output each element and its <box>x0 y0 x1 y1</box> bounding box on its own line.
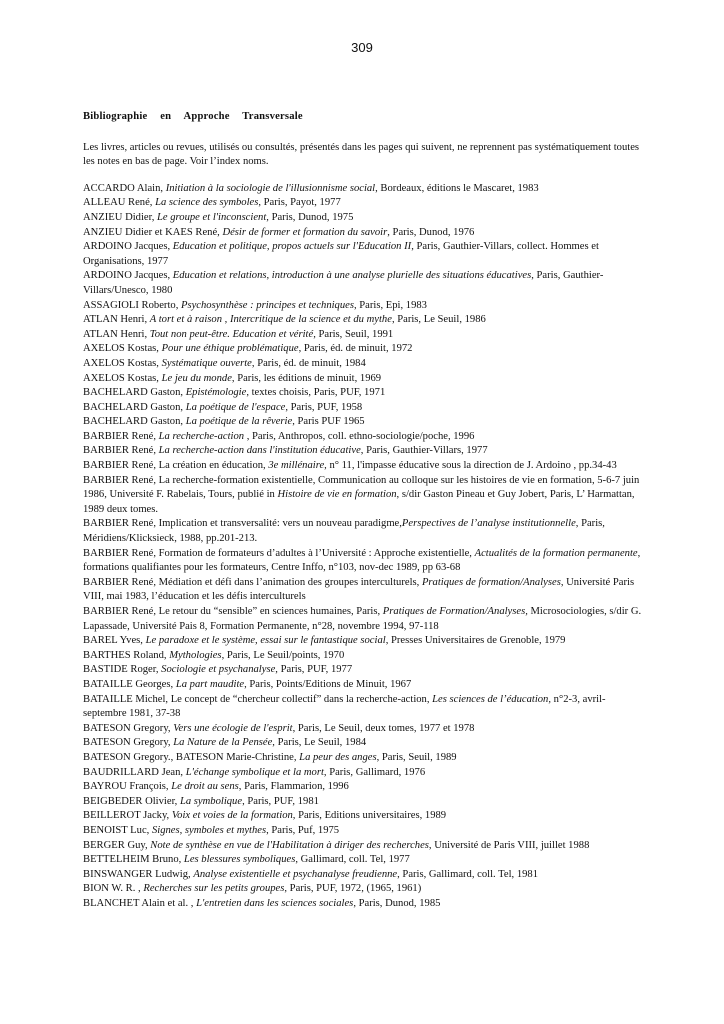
entry-text: Paris, Editions universitaires, 1989 <box>295 810 447 822</box>
entry-text: , Paris, Payot, 1977 <box>258 197 341 209</box>
bibliography-entry <box>83 415 643 430</box>
entry-text: , formations qualifiantes pour les formateurs, Centre Inffo, n°103, nov-dec 1989, pp 63-68 <box>83 547 641 574</box>
bibliography-entry <box>83 196 643 211</box>
bibliography-entry <box>83 736 643 751</box>
entry-text: BARBIER René, <box>83 445 159 457</box>
entry-text: , Paris, éd. de minuit, 1972 <box>298 343 413 355</box>
entry-text: BARBIER René, Formation de formateurs d’adultes à l’Université : Approche existentielle, <box>83 547 475 559</box>
entry-text: BATESON Gregory., BATESON Marie-Christine, <box>83 751 300 763</box>
bibliography-entry <box>83 474 643 518</box>
entry-italic-title: La recherche-action dans l'institution éducative <box>158 445 361 457</box>
entry-italic-title: Psychosynthèse : principes et techniques <box>181 299 354 311</box>
entry-text: ANZIEU Didier et KAES René, <box>83 226 223 238</box>
bibliography-entry <box>83 722 643 737</box>
entry-italic-title: Vers une écologie de l'esprit <box>173 722 293 734</box>
entry-text: ATLAN Henri, <box>83 328 150 340</box>
entry-text: BACHELARD Gaston, <box>83 401 186 413</box>
bibliography-entry <box>83 240 643 269</box>
entry-italic-title: La poétique de la rêverie <box>185 416 293 428</box>
entry-italic-title: L'échange symbolique et la mort <box>185 766 324 778</box>
entry-italic-title: Les sciences de l’éducation, <box>432 693 552 705</box>
entry-text: , Paris, Gauthier-Villars/Unesco, 1980 <box>83 270 604 296</box>
entry-italic-title: Perspectives de l’analyse institutionnelle <box>401 518 576 530</box>
entry-text: BARBIER René, La recherche-formation existentielle, Communication au colloque sur les histoires de vie en formation, 5-6-7 juin 1986, Université F. Rabelais, Tours, publié in <box>83 474 640 501</box>
entry-text: , Paris, Le Seuil, 1984 <box>272 737 367 749</box>
bibliography-entry <box>83 386 643 401</box>
entry-text: ASSAGIOLI Roberto, <box>83 299 181 311</box>
entry-italic-title: Désir de former et formation du savoir <box>222 226 388 238</box>
bibliography-entry <box>83 313 643 328</box>
entry-italic-title: La recherche-action <box>158 430 245 442</box>
entry-italic-title: Signes, symboles et mythes <box>151 824 267 836</box>
entry-text: BINSWANGER Ludwig, <box>83 868 194 880</box>
entry-text: BAUDRILLARD Jean, <box>83 766 186 778</box>
entry-text: , Paris, Le Seuil, deux tomes, 1977 et 1978 <box>292 722 475 734</box>
bibliography-entry <box>83 824 643 839</box>
entry-text: BARBIER René, Implication et transversalité: vers un nouveau paradigme, <box>83 518 402 530</box>
bibliography-entry <box>83 766 643 781</box>
bibliography-list <box>83 182 643 912</box>
bibliography-entry <box>83 678 643 693</box>
entry-italic-title: Le jeu du monde <box>161 372 232 384</box>
entry-text: BENOIST Luc, <box>83 824 152 836</box>
entry-text: BATAILLE Georges, <box>83 678 176 690</box>
entry-text: BATESON Gregory, <box>83 722 174 734</box>
entry-text: BEIGBEDER Olivier, <box>83 795 180 807</box>
bibliography-entry <box>83 649 643 664</box>
entry-text: , Paris, Le Seuil/points, 1970 <box>221 649 345 661</box>
entry-text: BARBIER René, <box>83 430 159 442</box>
entry-italic-title: Histoire de vie en formation <box>277 489 397 501</box>
entry-text: , Paris PUF 1965 <box>292 416 365 428</box>
entry-italic-title: Le paradoxe et le système, essai sur le fantastique social <box>145 635 386 647</box>
bibliography-entry <box>83 795 643 810</box>
entry-italic-title: Actualités de la formation permanente <box>474 547 638 559</box>
entry-text: BEILLEROT Jacky, <box>83 810 172 822</box>
entry-text: , textes choisis, Paris, PUF, 1971 <box>246 387 386 399</box>
bibliography-entry <box>83 547 643 576</box>
bibliography-entry <box>83 517 643 546</box>
bibliography-entry <box>83 444 643 459</box>
bibliography-entry <box>83 226 643 241</box>
bibliography-entry <box>83 342 643 357</box>
entry-italic-title: Pratiques de formation/Analyses <box>421 576 561 588</box>
entry-italic-title: Education et relations, introduction à une analyse plurielle des situations éducatives <box>172 270 532 282</box>
bibliography-entry <box>83 853 643 868</box>
entry-italic-title: Mythologies <box>169 649 222 661</box>
entry-text: ANZIEU Didier, <box>83 211 158 223</box>
bibliography-entry <box>83 430 643 445</box>
entry-italic-title: La peur des anges <box>299 751 377 763</box>
entry-text: n°2-3, avril-septembre 1981, 37-38 <box>83 693 606 720</box>
entry-text: BARBIER René, Le retour du “sensible” en sciences humaines, Paris, <box>83 606 383 617</box>
entry-text: , Paris, Gauthier-Villars, collect. Hommes et Organisations, 1977 <box>83 241 599 267</box>
entry-italic-title: Systématique ouverte <box>161 357 252 369</box>
entry-text: BERGER Guy, <box>83 839 151 851</box>
bibliography-entry <box>83 269 643 298</box>
entry-text: BASTIDE Roger, <box>83 664 162 676</box>
bibliography-entry <box>83 576 643 605</box>
entry-text: BARTHES Roland, <box>83 649 170 661</box>
bibliography-entry <box>83 459 643 474</box>
entry-text: BACHELARD Gaston, <box>83 387 186 399</box>
entry-text: BARBIER René, La création en éducation, <box>83 460 269 472</box>
page-content <box>83 110 643 911</box>
bibliography-entry <box>83 211 643 226</box>
entry-text: BACHELARD Gaston, <box>83 416 186 428</box>
entry-italic-title: La Nature de la Pensée <box>173 737 273 749</box>
entry-italic-title: Epistémologie <box>185 387 247 399</box>
entry-text: , Paris, Gallimard, coll. Tel, 1981 <box>397 868 539 880</box>
bibliography-entry <box>83 401 643 416</box>
bibliography-entry <box>83 182 643 197</box>
entry-text: , Paris, Points/Editions de Minuit, 1967 <box>244 678 412 690</box>
entry-text: , Paris, PUF, 1972, (1965, 1961) <box>284 883 422 895</box>
entry-text: ARDOINO Jacques, <box>83 241 173 253</box>
entry-italic-title: Initiation à la sociologie de l'illusionnisme social <box>165 182 376 194</box>
entry-text: , Paris, Puf, 1975 <box>266 824 340 836</box>
entry-italic-title: La part maudite <box>175 678 245 690</box>
entry-text: BLANCHET Alain et al. , <box>83 897 197 909</box>
entry-text: BATAILLE Michel, Le concept de “chercheur collectif” dans la recherche-action, <box>83 693 433 705</box>
entry-italic-title: La science des symboles <box>155 197 259 209</box>
entry-text: , Paris, Gauthier-Villars, 1977 <box>360 445 488 457</box>
entry-italic-title: Le droit au sens <box>171 781 239 793</box>
entry-text: BARBIER René, Médiation et défi dans l’animation des groupes interculturels, <box>83 576 422 588</box>
entry-text: BETTELHEIM Bruno, <box>83 854 184 866</box>
bibliography-entry <box>83 868 643 883</box>
entry-text: AXELOS Kostas, <box>83 372 162 384</box>
entry-text: AXELOS Kostas, <box>83 343 162 355</box>
entry-text: , Paris, PUF, 1981 <box>242 795 319 807</box>
intro-paragraph: Les livres, articles ou revues, utilisés ou consultés, présentés dans les pages qui suivent, ne reprennent pas systématiquement toutes les notes en bas de page. Voir l’index noms. <box>83 141 640 168</box>
bibliography-entry <box>83 780 643 795</box>
entry-italic-title: Education et politique, propos actuels sur l'Education II <box>172 241 412 253</box>
entry-italic-title: Tout non peut-être. Education et vérité <box>149 328 314 340</box>
entry-text: ARDOINO Jacques, <box>83 270 173 282</box>
entry-italic-title: Voix et voies de la formation, <box>171 810 296 822</box>
entry-text: BION W. R. , <box>83 883 144 895</box>
bibliography-entry <box>83 605 643 634</box>
entry-text: ALLEAU René, <box>83 197 156 209</box>
entry-text: , Paris, éd. de minuit, 1984 <box>251 357 366 369</box>
bibliography-entry <box>83 328 643 343</box>
bibliography-entry <box>83 809 643 824</box>
entry-text: , Paris, Le Seuil, 1986 <box>391 314 486 326</box>
entry-text: , s/dir Gaston Pineau et Guy Jobert, Paris, L’ Harmattan, 1989 deux tomes. <box>83 489 635 515</box>
entry-text: , Paris, Dunod, 1975 <box>266 211 354 223</box>
entry-text: , Presses Universitaires de Grenoble, 1979 <box>385 635 566 647</box>
entry-italic-title: 3e millénaire, <box>268 460 327 472</box>
bibliography-entry <box>83 372 643 387</box>
entry-text: , Paris, les éditions de minuit, 1969 <box>231 372 382 384</box>
entry-italic-title: Pour une éthique problématique <box>161 343 299 355</box>
entry-italic-title: L'entretien dans les sciences sociales <box>196 897 354 909</box>
entry-text: , Gallimard, coll. Tel, 1977 <box>295 854 410 866</box>
entry-text: , Paris, Dunod, 1976 <box>387 226 475 238</box>
bibliography-entry <box>83 897 643 912</box>
entry-text: ACCARDO Alain, <box>83 182 166 194</box>
entry-text: , Paris, Epi, 1983 <box>353 299 427 311</box>
entry-text: Microsociologies, s/dir G. Lapassade, Université Pais 8, Formation Permanente, n°28, novembre 1994, 97-118 <box>83 606 642 632</box>
entry-text: , Paris, PUF, 1958 <box>285 401 363 413</box>
entry-text: ATLAN Henri, <box>83 314 150 326</box>
bibliography-entry <box>83 693 643 722</box>
bibliography-entry <box>83 882 643 897</box>
entry-italic-title: Pratiques de Formation/Analyses, <box>382 606 528 617</box>
entry-text: , Paris, Méridiens/Klicksieck, 1988, pp.201-213. <box>83 518 605 545</box>
entry-italic-title: Les blessures symboliques <box>183 854 296 866</box>
entry-text: n° 11, l'impasse éducative sous la direction de J. Ardoino , pp.34-43 <box>326 460 617 472</box>
entry-text: BAREL Yves, <box>83 635 146 647</box>
entry-italic-title: Note de synthèse en vue de l'Habilitation à diriger des recherches <box>150 839 429 851</box>
entry-text: , Paris, Flammarion, 1996 <box>238 781 349 793</box>
entry-italic-title: A tort et à raison , Intercritique de la science et du mythe <box>149 314 392 326</box>
bibliography-title: Bibliographie en Approche Transversale <box>83 111 303 122</box>
entry-text: , Paris, PUF, 1977 <box>275 664 353 676</box>
entry-italic-title: Sociologie et psychanalyse <box>161 664 276 676</box>
page-number: 309 <box>351 40 373 55</box>
bibliography-entry <box>83 634 643 649</box>
entry-italic-title: La poétique de l'espace <box>185 401 286 413</box>
bibliography-entry <box>83 357 643 372</box>
bibliography-entry <box>83 663 643 678</box>
bibliography-entry <box>83 751 643 766</box>
entry-text: AXELOS Kostas, <box>83 357 162 369</box>
entry-text: , Bordeaux, éditions le Mascaret, 1983 <box>375 182 539 194</box>
entry-text: BATESON Gregory, <box>83 737 174 749</box>
entry-text: , Paris, Seuil, 1989 <box>376 751 457 763</box>
bibliography-entry <box>83 299 643 314</box>
entry-text: , Paris, Gallimard, 1976 <box>323 766 426 778</box>
entry-italic-title: Le groupe et l'inconscient <box>157 211 267 223</box>
entry-text: BAYROU François, <box>83 781 172 793</box>
entry-text: , Université de Paris VIII, juillet 1988 <box>428 839 590 851</box>
entry-italic-title: Analyse existentielle et psychanalyse freudienne <box>193 868 398 880</box>
bibliography-entry <box>83 839 643 854</box>
entry-italic-title: La symbolique <box>179 795 243 807</box>
entry-text: , Université Paris VIII, mai 1983, l’éducation et les défis interculturels <box>83 576 635 603</box>
entry-text: , Paris, Dunod, 1985 <box>353 897 441 909</box>
entry-italic-title: Recherches sur les petits groupes <box>143 883 285 895</box>
entry-text: , Paris, Anthropos, coll. ethno-sociologie/poche, 1996 <box>244 430 475 442</box>
entry-text: , Paris, Seuil, 1991 <box>313 328 394 340</box>
